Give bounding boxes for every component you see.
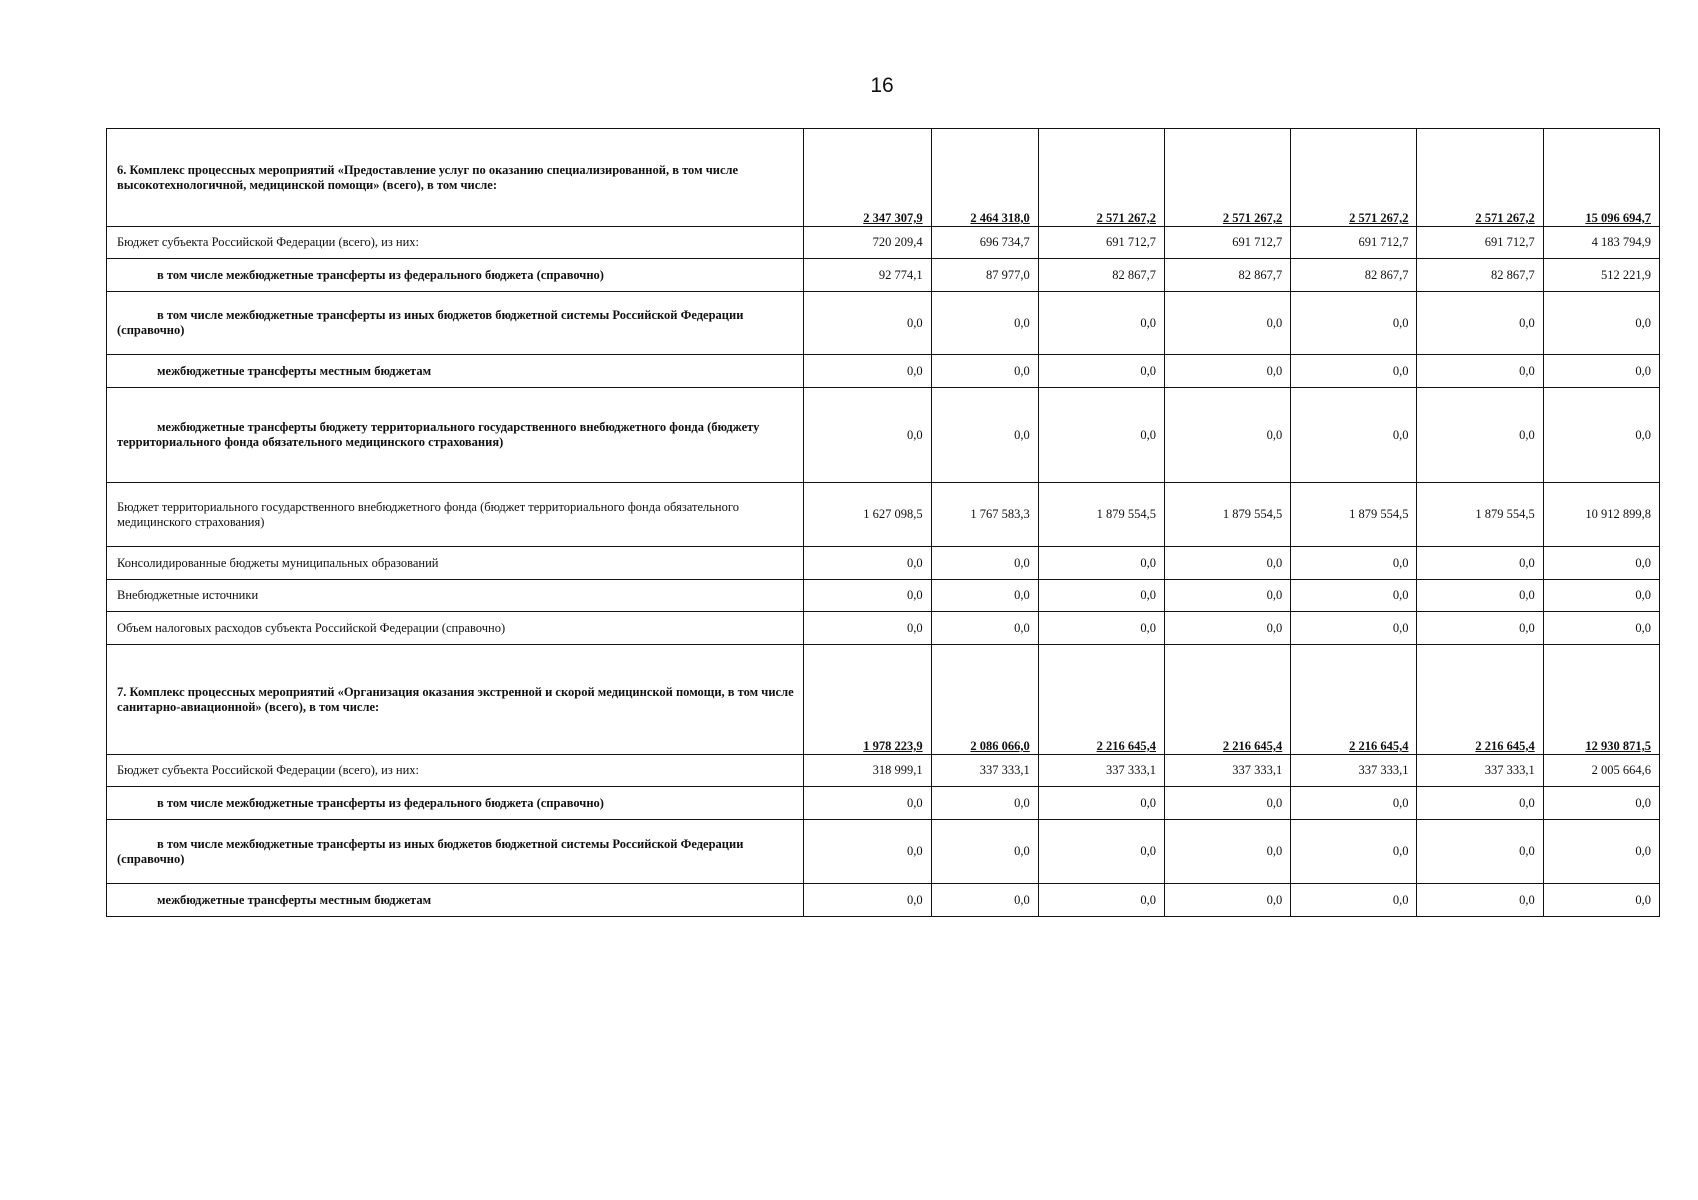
value-cell: 720 209,4 (804, 227, 931, 259)
value-cell: 0,0 (1417, 292, 1543, 355)
value-cell: 696 734,7 (931, 227, 1038, 259)
row-label: в том числе межбюджетные трансферты из федерального бюджета (справочно) (107, 787, 804, 820)
value-cell: 0,0 (804, 612, 931, 645)
table-row (107, 787, 1660, 820)
total-cell: 512 221,9 (1543, 259, 1659, 292)
value-cell: 0,0 (804, 820, 931, 884)
table-row-section-7 (107, 645, 1660, 755)
table-row (107, 355, 1660, 388)
total-cell: 10 912 899,8 (1543, 483, 1659, 547)
value-cell: 0,0 (1165, 580, 1291, 612)
value-cell: 2 216 645,4 (1417, 645, 1543, 755)
table-row (107, 292, 1660, 355)
value-cell: 0,0 (1291, 355, 1417, 388)
value-cell: 0,0 (1038, 787, 1164, 820)
value-cell: 87 977,0 (931, 259, 1038, 292)
row-label: межбюджетные трансферты местным бюджетам (107, 884, 804, 917)
total-cell: 0,0 (1543, 612, 1659, 645)
value-cell: 0,0 (1165, 388, 1291, 483)
value-cell: 0,0 (804, 787, 931, 820)
page-number: 16 (870, 74, 894, 97)
value-cell: 0,0 (1038, 820, 1164, 884)
value-cell: 2 571 267,2 (1291, 129, 1417, 227)
value-cell: 0,0 (931, 884, 1038, 917)
value-cell: 0,0 (1417, 884, 1543, 917)
value-cell: 0,0 (1291, 884, 1417, 917)
value-cell: 0,0 (1165, 820, 1291, 884)
value-cell: 0,0 (1417, 355, 1543, 388)
table-row (107, 388, 1660, 483)
value-cell: 0,0 (1038, 612, 1164, 645)
value-cell: 1 627 098,5 (804, 483, 931, 547)
value-cell: 0,0 (931, 787, 1038, 820)
value-cell: 2 347 307,9 (804, 129, 931, 227)
row-label: 6. Комплекс процессных мероприятий «Предоставление услуг по оказанию специализированной, в том числе высокотехнологичной, медицинской помощи» (всего), в том числе: (107, 129, 804, 227)
value-cell: 0,0 (1038, 884, 1164, 917)
table-row (107, 820, 1660, 884)
value-cell: 691 712,7 (1165, 227, 1291, 259)
value-cell: 0,0 (1291, 388, 1417, 483)
row-label: Бюджет субъекта Российской Федерации (всего), из них: (107, 227, 804, 259)
value-cell: 0,0 (804, 355, 931, 388)
value-cell: 0,0 (1417, 580, 1543, 612)
value-cell: 0,0 (1038, 388, 1164, 483)
value-cell: 2 571 267,2 (1038, 129, 1164, 227)
value-cell: 337 333,1 (931, 755, 1038, 787)
value-cell: 0,0 (1038, 355, 1164, 388)
value-cell: 1 879 554,5 (1038, 483, 1164, 547)
value-cell: 0,0 (1038, 547, 1164, 580)
value-cell: 0,0 (804, 292, 931, 355)
value-cell: 318 999,1 (804, 755, 931, 787)
value-cell: 0,0 (1291, 547, 1417, 580)
row-label: Консолидированные бюджеты муниципальных образований (107, 547, 804, 580)
total-cell: 0,0 (1543, 884, 1659, 917)
value-cell: 0,0 (1165, 787, 1291, 820)
value-cell: 0,0 (804, 547, 931, 580)
value-cell: 0,0 (1038, 580, 1164, 612)
value-cell: 2 216 645,4 (1291, 645, 1417, 755)
value-cell: 0,0 (1291, 292, 1417, 355)
value-cell: 0,0 (1165, 884, 1291, 917)
row-label: 7. Комплекс процессных мероприятий «Организация оказания экстренной и скорой медицинской помощи, в том числе санитарно-авиационной» (всего), в том числе: (107, 645, 804, 755)
total-cell: 0,0 (1543, 292, 1659, 355)
total-cell: 2 005 664,6 (1543, 755, 1659, 787)
table-row (107, 259, 1660, 292)
total-cell: 0,0 (1543, 355, 1659, 388)
value-cell: 0,0 (931, 612, 1038, 645)
table-row (107, 483, 1660, 547)
value-cell: 82 867,7 (1291, 259, 1417, 292)
total-cell: 4 183 794,9 (1543, 227, 1659, 259)
value-cell: 2 571 267,2 (1165, 129, 1291, 227)
value-cell: 691 712,7 (1417, 227, 1543, 259)
table-row (107, 580, 1660, 612)
value-cell: 0,0 (1038, 292, 1164, 355)
row-label: Бюджет субъекта Российской Федерации (всего), из них: (107, 755, 804, 787)
total-cell: 0,0 (1543, 580, 1659, 612)
value-cell: 92 774,1 (804, 259, 931, 292)
value-cell: 0,0 (1291, 787, 1417, 820)
value-cell: 0,0 (1291, 820, 1417, 884)
value-cell: 0,0 (931, 355, 1038, 388)
value-cell: 0,0 (1291, 580, 1417, 612)
value-cell: 0,0 (1417, 547, 1543, 580)
value-cell: 0,0 (804, 884, 931, 917)
value-cell: 0,0 (1165, 612, 1291, 645)
value-cell: 0,0 (1417, 612, 1543, 645)
value-cell: 337 333,1 (1417, 755, 1543, 787)
table-row (107, 755, 1660, 787)
value-cell: 0,0 (1291, 612, 1417, 645)
total-cell: 12 930 871,5 (1543, 645, 1659, 755)
total-cell: 0,0 (1543, 388, 1659, 483)
value-cell: 0,0 (1165, 355, 1291, 388)
value-cell: 1 879 554,5 (1417, 483, 1543, 547)
value-cell: 82 867,7 (1417, 259, 1543, 292)
budget-table (106, 128, 1660, 917)
row-label: Объем налоговых расходов субъекта Российской Федерации (справочно) (107, 612, 804, 645)
row-label: в том числе межбюджетные трансферты из федерального бюджета (справочно) (107, 259, 804, 292)
value-cell: 1 978 223,9 (804, 645, 931, 755)
value-cell: 0,0 (1165, 292, 1291, 355)
value-cell: 337 333,1 (1165, 755, 1291, 787)
table-row (107, 884, 1660, 917)
value-cell: 1 767 583,3 (931, 483, 1038, 547)
value-cell: 0,0 (1165, 547, 1291, 580)
value-cell: 0,0 (931, 388, 1038, 483)
row-label: в том числе межбюджетные трансферты из иных бюджетов бюджетной системы Российской Федерации (справочно) (107, 292, 804, 355)
value-cell: 691 712,7 (1038, 227, 1164, 259)
value-cell: 0,0 (804, 388, 931, 483)
value-cell: 82 867,7 (1038, 259, 1164, 292)
total-cell: 15 096 694,7 (1543, 129, 1659, 227)
value-cell: 0,0 (804, 580, 931, 612)
value-cell: 2 216 645,4 (1165, 645, 1291, 755)
value-cell: 2 464 318,0 (931, 129, 1038, 227)
row-label: межбюджетные трансферты бюджету территориального государственного внебюджетного фонда (бюджету территориального фонда обязательного медицинского страхования) (107, 388, 804, 483)
table-row (107, 547, 1660, 580)
value-cell: 0,0 (931, 580, 1038, 612)
total-cell: 0,0 (1543, 547, 1659, 580)
row-label: межбюджетные трансферты местным бюджетам (107, 355, 804, 388)
value-cell: 691 712,7 (1291, 227, 1417, 259)
value-cell: 0,0 (1417, 388, 1543, 483)
total-cell: 0,0 (1543, 787, 1659, 820)
value-cell: 82 867,7 (1165, 259, 1291, 292)
value-cell: 0,0 (1417, 820, 1543, 884)
value-cell: 0,0 (1417, 787, 1543, 820)
row-label: Внебюджетные источники (107, 580, 804, 612)
value-cell: 1 879 554,5 (1165, 483, 1291, 547)
table-row (107, 612, 1660, 645)
table-row-section-6 (107, 129, 1660, 227)
total-cell: 0,0 (1543, 820, 1659, 884)
value-cell: 0,0 (931, 292, 1038, 355)
value-cell: 337 333,1 (1038, 755, 1164, 787)
value-cell: 2 216 645,4 (1038, 645, 1164, 755)
table-row (107, 227, 1660, 259)
value-cell: 1 879 554,5 (1291, 483, 1417, 547)
row-label: в том числе межбюджетные трансферты из иных бюджетов бюджетной системы Российской Федерации (справочно) (107, 820, 804, 884)
value-cell: 0,0 (931, 547, 1038, 580)
value-cell: 337 333,1 (1291, 755, 1417, 787)
value-cell: 2 086 066,0 (931, 645, 1038, 755)
value-cell: 2 571 267,2 (1417, 129, 1543, 227)
row-label: Бюджет территориального государственного внебюджетного фонда (бюджет территориального фонда обязательного медицинского страхования) (107, 483, 804, 547)
value-cell: 0,0 (931, 820, 1038, 884)
